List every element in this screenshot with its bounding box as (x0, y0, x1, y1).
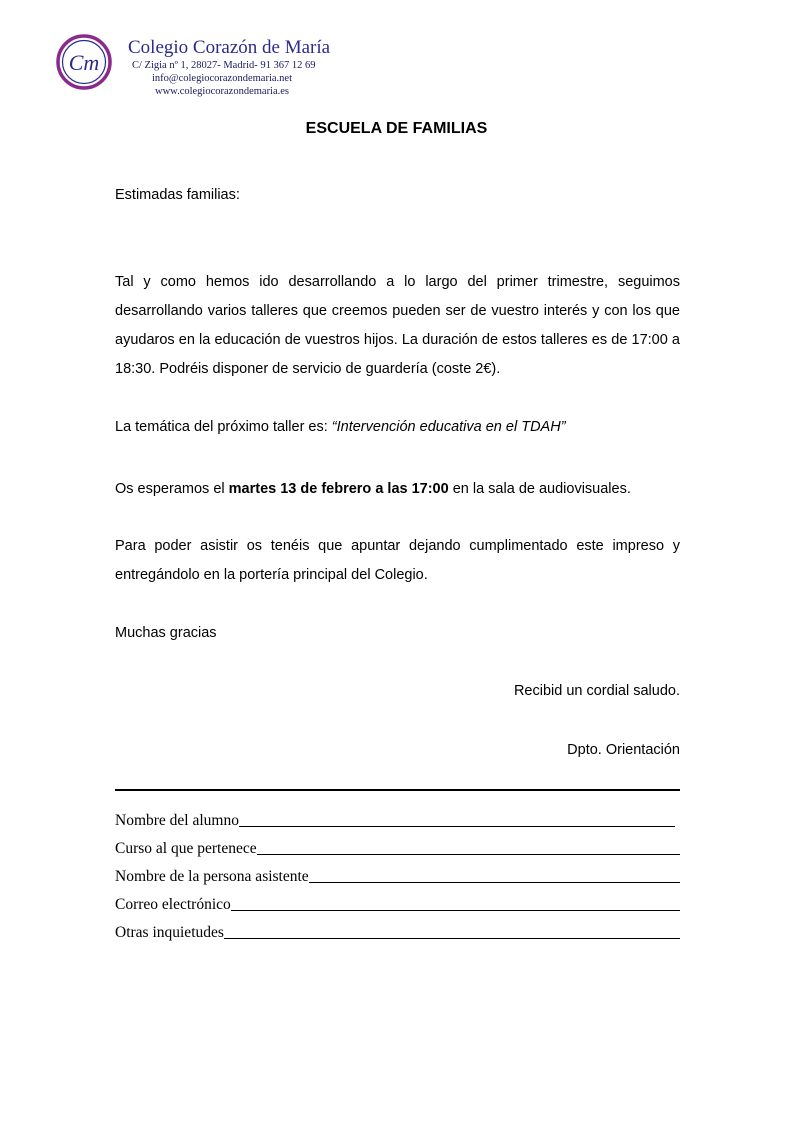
form-field-attendee[interactable] (115, 866, 680, 886)
fill-line[interactable] (231, 909, 680, 911)
intro-paragraph: Tal y como hemos ido desarrollando a lo largo del primer trimestre, seguimos desarrollando varios talleres que creemos pueden ser de vuestro interés y con los que ayudaros en la educación de vuestros hijos. La duración de estos talleres es de 17:00 a 18:30. Podréis disponer de servicio de guardería (coste 2€). (115, 274, 680, 377)
fill-line[interactable] (309, 881, 680, 883)
school-logo (55, 33, 113, 91)
school-name: Colegio Corazón de María (128, 37, 331, 58)
invite-date: martes 13 de febrero a las 17:00 (228, 481, 449, 497)
form-label: Curso al que pertenece (115, 840, 257, 857)
letterhead (55, 33, 475, 103)
form-label: Otras inquietudes (115, 924, 224, 941)
greeting: Estimadas familias: (115, 187, 240, 203)
document-title: ESCUELA DE FAMILIAS (305, 120, 488, 137)
closing: Recibid un cordial saludo. (513, 683, 680, 699)
topic-title: “Intervención educativa en el TDAH” (331, 419, 566, 435)
logo-letters: Cm (68, 50, 100, 75)
fill-line[interactable] (257, 853, 680, 855)
school-website: www.colegiocorazondemaria.es (155, 86, 290, 97)
invite-prefix: Os esperamos el (115, 481, 229, 497)
form-field-course[interactable] (115, 838, 680, 858)
signup-paragraph: Para poder asistir os tenéis que apuntar dejando cumplimentado este impreso y entregándolo en la portería principal del Colegio. (115, 538, 680, 583)
school-address: C/ Zigia nº 1, 28027- Madrid- 91 367 12 69 (132, 60, 316, 71)
form-field-email[interactable] (115, 894, 680, 914)
divider (115, 789, 680, 791)
topic-prefix: La temática del próximo taller es: (115, 419, 332, 435)
fill-line[interactable] (239, 825, 675, 827)
form-field-student-name[interactable] (115, 810, 680, 830)
form-label: Nombre de la persona asistente (115, 868, 309, 885)
signature: Dpto. Orientación (567, 742, 680, 758)
topic-line (115, 413, 680, 442)
form-field-other[interactable] (115, 922, 680, 942)
fill-line[interactable] (224, 937, 680, 939)
invite-line (115, 475, 680, 504)
invite-suffix: en la sala de audiovisuales. (448, 481, 631, 497)
thanks: Muchas gracias (115, 625, 217, 641)
form-label: Nombre del alumno (115, 812, 239, 829)
school-email: info@colegiocorazondemaria.net (152, 73, 292, 84)
form-label: Correo electrónico (115, 896, 231, 913)
